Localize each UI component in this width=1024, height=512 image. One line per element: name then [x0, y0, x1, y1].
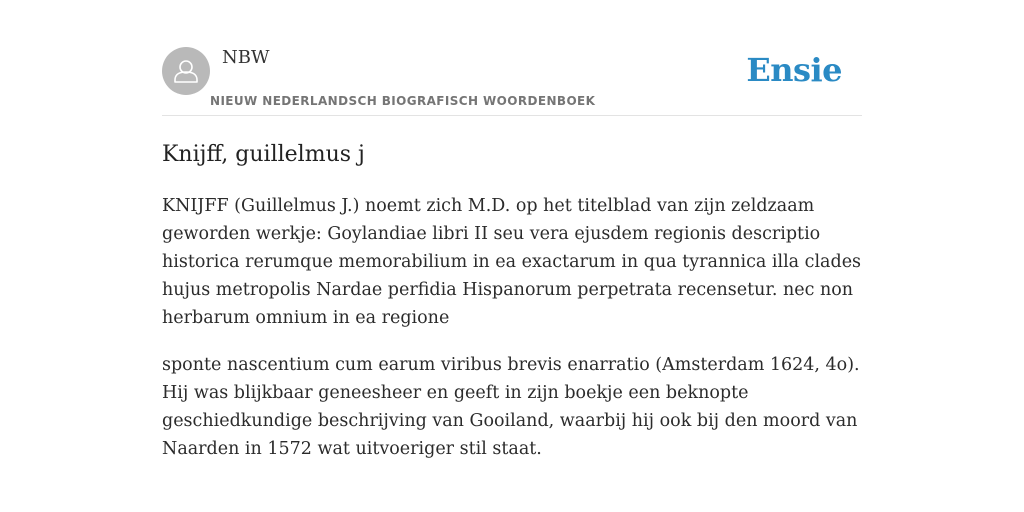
source-subtitle: NIEUW NEDERLANDSCH BIOGRAFISCH WOORDENBOEK [210, 94, 596, 108]
article-title: Knijff, guillelmus j [162, 142, 365, 167]
source-avatar[interactable] [162, 47, 210, 95]
user-placeholder-icon [162, 47, 210, 95]
article-body [162, 192, 862, 482]
source-header [162, 0, 862, 116]
source-name[interactable]: NBW [222, 47, 270, 68]
article-card [162, 0, 862, 512]
brand-logo[interactable]: Ensie [746, 51, 842, 89]
article-paragraph: KNIJFF (Guillelmus J.) noemt zich M.D. op het titelblad van zijn zeldzaam geworden werkje: Goylandiae libri II seu vera ejusdem regionis descriptio historica rerumque memorabilium in ea exactarum in qua tyrannica illa clades hujus metropolis Nardae perfidia Hispanorum perpetrata recensetur. nec non herbarum omnium in ea regione [162, 196, 862, 328]
article-paragraph: sponte nascentium cum earum viribus brevis enarratio (Amsterdam 1624, 4o). Hij was blijkbaar geneesheer en geeft in zijn boekje een beknopte geschiedkundige beschrijving van Gooiland, waarbij hij ook bij den moord van Naarden in 1572 wat uitvoeriger stil staat. [162, 355, 860, 459]
